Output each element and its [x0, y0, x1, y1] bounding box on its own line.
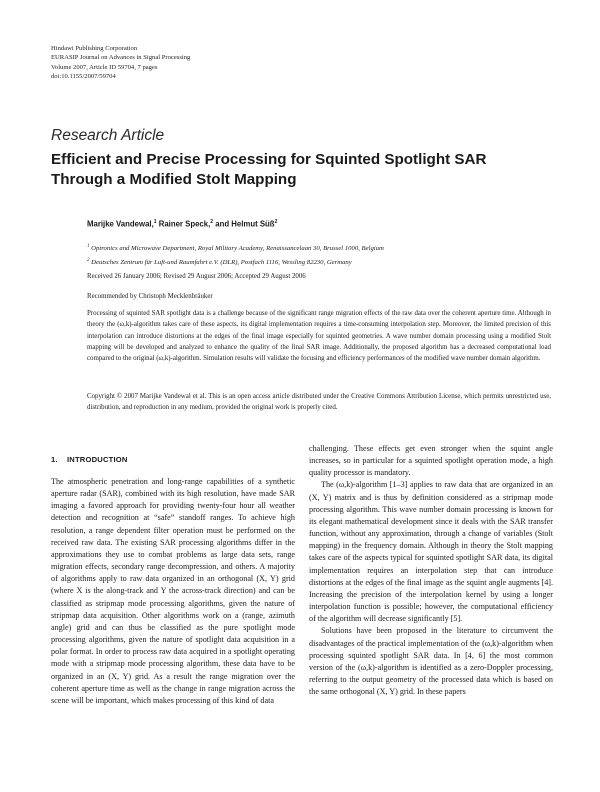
author-list	[87, 219, 277, 229]
author-2-affil: 2	[210, 219, 214, 225]
received-dates: Received 26 January 2006; Revised 29 August 2006; Accepted 29 August 2006	[87, 273, 306, 280]
affiliation-2	[87, 255, 384, 269]
journal-header	[51, 44, 190, 81]
affiliation-1-text: Optronics and Microwave Department, Royal Military Academy, Renaissancelaan 30, Brussel 1000, Belgium	[89, 245, 384, 253]
author-3-affil: 2	[274, 219, 278, 225]
paragraph: Solutions have been proposed in the literature to circumvent the disadvantages of the practical implementation of the (ω,k)-algorithm when processing squinted spotlight SAR data. In [4, 6] the most common version of the (ω,k)-algorithm is identified as a zero-Doppler processing, referring to the output geometry of the processed data which is based on the same orthogonal (X, Y) grid. In these papers	[309, 626, 553, 697]
volume-info: Volume 2007, Article ID 59704, 7 pages	[51, 63, 158, 71]
article-type: Research Article	[51, 127, 165, 144]
paper-title: Efficient and Precise Processing for Squinted Spotlight SAR Through a Modified Stolt Mapping	[51, 151, 487, 188]
publisher: Hindawi Publishing Corporation	[51, 45, 138, 52]
paragraph: challenging. These effects get even stronger when the squint angle increases, so in particular for a squinted spotlight operation mode, a high quality processor is mandatory.	[309, 444, 553, 478]
copyright-notice: Copyright © 2007 Marijke Vandewal et al. This is an open access article distributed under the Creative Commons Attribution License, which permits unrestricted use, distribution, and reproduction in any medium, provided the original work is properly cited.	[87, 393, 551, 412]
paragraph: The (ω,k)-algorithm [1–3] applies to raw data that are organized in an (X, Y) matrix and is thus by definition considered as a stripmap mode processing algorithm. This wave number domain processing is known for its elegant mathematical development since it deals with the SAR transfer function, without any approximation, through a change of variables (Stolt mapping) in the frequency domain. Although in theory the Stolt mapping takes care of the aspects typical for squinted spotlight SAR data, its digital implementation requires an interpolation step that can introduce distortions at the edges of the final image as the squint angle augments [4]. Increasing the precision of the interpolation kernel by using a longer interpolation function is possible; however, the computational efficiency of the algorithm will decrease significantly [5].	[309, 480, 553, 624]
paragraph: The atmospheric penetration and long-range capabilities of a synthetic aperture radar (SAR), combined with its high resolution, have made SAR imaging a favored approach for providing twenty-four hour all weather detection and recognition at “safe” standoff ranges. To achieve high resolution, a range dependent filter operation must be performed on the received raw data. The existing SAR processing algorithms differ in the approximations they use to combat problems as large data sets, range migration effects, secondary range decompression, and others. A majority of algorithms apply to raw data organized in an orthogonal (X, Y) grid (where X is the along-track and Y the across-track direction) and can be classified as stripmap mode processing algorithms, given the nature of stripmap data acquisition. Other algorithms work on a (range, azimuth angle) grid and can thus be classified as the pure spotlight mode processing algorithms, given the nature of spotlight data acquisition in a polar format. In order to process raw data acquired in a spotlight operating mode with a stripmap mode processing algorithm, these data have to be organized in an (X, Y) grid. As a result the range migration over the coherent aperture time as well as the change in range migration across the scene will be important, which makes processing of this kind of data	[51, 477, 295, 705]
doi: doi:10.1155/2007/59704	[51, 72, 116, 80]
author-2: Rainer Speck,	[156, 219, 211, 229]
author-1-affil: 1	[153, 219, 157, 225]
recommended-by: Recommended by Christoph Mecklenbräuker	[87, 293, 213, 300]
affiliation-2-mark: 2	[87, 257, 90, 263]
section-heading: 1. INTRODUCTION	[51, 455, 128, 464]
author-1: Marijke Vandewal,	[87, 219, 154, 229]
left-column	[51, 476, 295, 707]
journal-name: EURASIP Journal on Advances in Signal Processing	[51, 54, 191, 62]
affiliation-1-mark: 1	[87, 244, 90, 249]
author-3: and Helmut Süß	[213, 219, 275, 229]
abstract: Processing of squinted SAR spotlight data is a challenge because of the significant range migration effects of the raw data over the coherent aperture time. Although in theory the (ω,k)-algorithm takes care of these aspects, its digital implementation requires a time-consuming interpolation step. Moreover, the limited precision of this interpolation can introduce distortions at the edges of the final image especially for squinted geometries. A wave number domain processing using a modified Stolt mapping will be developed and analyzed to enhance the quality of the final SAR image. Additionally, the proposed algorithm has a decreased computational load compared to the original (ω,k)-algorithm. Simulation results will validate the focusing and efficiency performances of the modified wave number domain algorithm.	[87, 310, 551, 363]
right-column	[309, 443, 553, 698]
affiliations	[87, 241, 384, 268]
affiliation-2-text: Deutsches Zentrum für Luft-und Raumfahrt e.V. (DLR), Postfach 1116, Wessling 82230, Germany	[89, 258, 352, 266]
affiliation-1	[87, 241, 384, 255]
